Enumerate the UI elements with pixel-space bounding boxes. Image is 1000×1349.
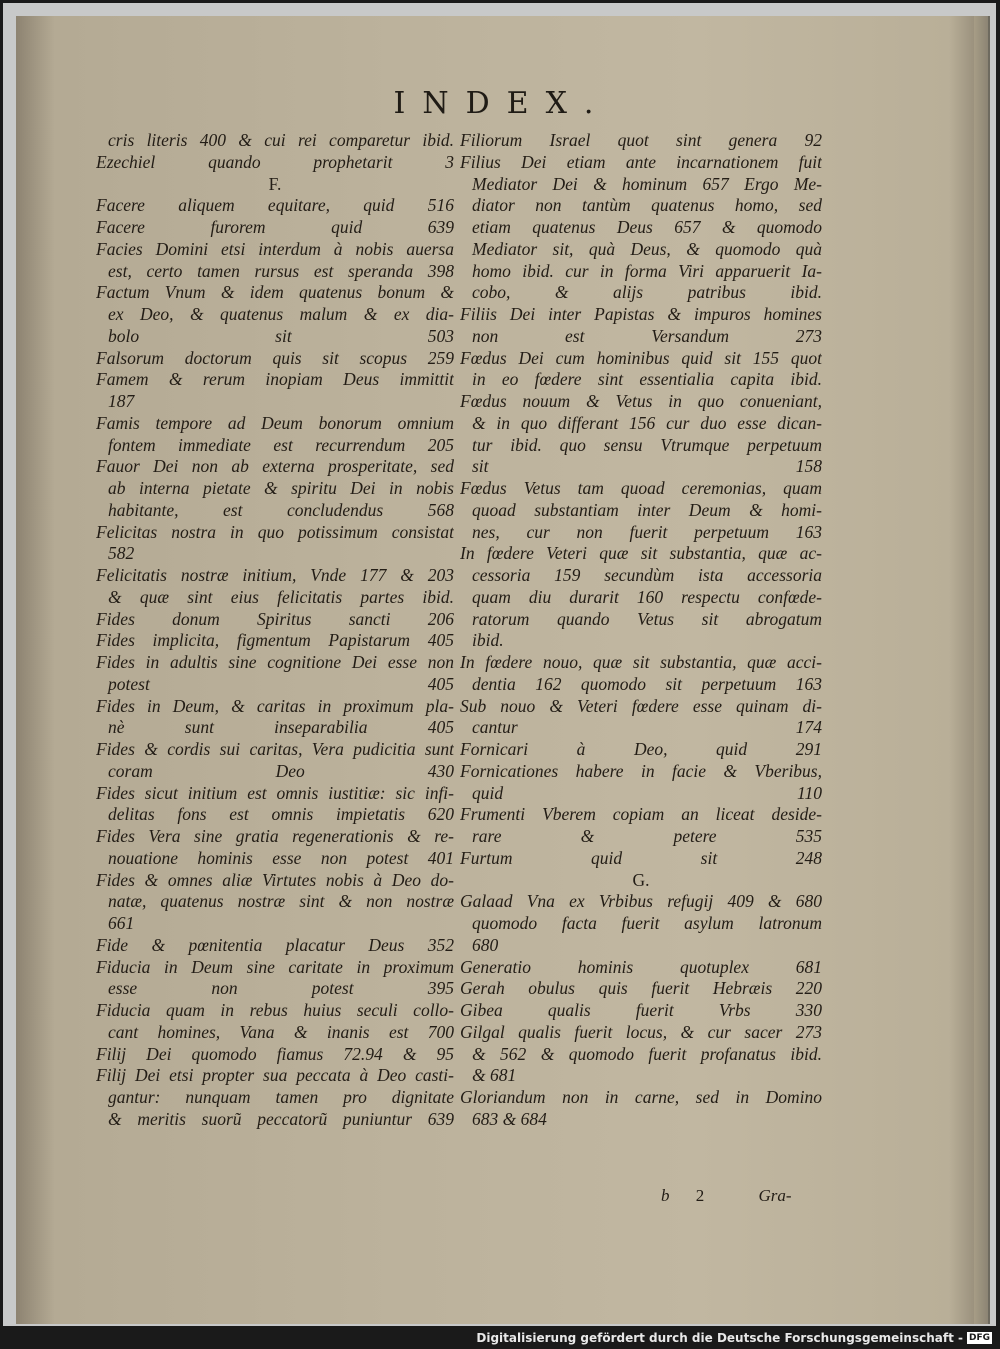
index-line: etiam quatenus Deus 657 & quomodo — [472, 217, 822, 237]
index-line: Fiducia in Deum sine caritate in proximum — [96, 956, 454, 977]
index-line: Filij Dei etsi propter sua peccata à Deo casti- — [96, 1065, 454, 1086]
index-line: Galaad Vna ex Vrbibus refugij 409 & 680 — [460, 891, 822, 912]
index-line: Fornicationes habere in facie & Vberibus, — [460, 760, 822, 781]
index-line: Fœdus Vetus tam quoad ceremonias, quam — [460, 478, 822, 498]
index-line: Filij Dei quomodo fiamus 72.94 & 95 — [96, 1043, 454, 1064]
index-line: ibid. — [472, 630, 504, 651]
index-line: non est Versandum 273 — [472, 325, 822, 346]
index-line: Factum Vnum & idem quatenus bonum & — [96, 282, 454, 303]
index-line: Gloriandum non in carne, sed in Domino — [460, 1087, 822, 1107]
index-line: natæ, quatenus nostræ sint & non nostræ — [108, 891, 454, 912]
index-line: Mediator Dei & hominum 657 Ergo Me- — [472, 173, 822, 194]
index-line: Filiis Dei inter Papistas & impuros homines — [460, 304, 822, 324]
index-line: Famis tempore ad Deum bonorum omnium — [96, 412, 454, 433]
index-line: Fides & cordis sui caritas, Vera pudicitia sunt — [96, 739, 454, 759]
index-line: Gerah obulus quis fuerit Hebræis 220 — [460, 978, 822, 999]
index-line: Gibea qualis fuerit Vrbs 330 — [460, 1000, 822, 1020]
index-line: habitante, est concludendus 568 — [108, 499, 454, 520]
index-line: nes, cur non fuerit perpetuum 163 — [472, 521, 822, 542]
signature-line — [661, 1186, 792, 1206]
index-line: Fides implicita, figmentum Papistarum 405 — [96, 630, 454, 651]
index-line: Fides in adultis sine cognitione Dei esse non — [96, 652, 454, 672]
credit-text: Digitalisierung gefördert durch die Deutsche Forschungsgemeinschaft - — [476, 1331, 963, 1345]
index-line: cantur 174 — [472, 717, 822, 738]
signature-mark: b — [661, 1186, 670, 1205]
index-line: bolo sit 503 — [108, 325, 454, 346]
page-edge — [974, 16, 988, 1324]
index-line: Fiducia quam in rebus huius seculi collo- — [96, 1000, 454, 1020]
index-line: & 562 & quomodo fuerit profanatus ibid. — [472, 1043, 822, 1064]
index-line: Felicitatis nostræ initium, Vnde 177 & 203 — [96, 565, 454, 585]
index-line: quomodo facta fuerit asylum latronum — [472, 913, 822, 933]
index-line: ratorum quando Vetus sit abrogatum — [472, 608, 822, 629]
index-line: 187 — [108, 391, 135, 411]
index-line: cobo, & alijs patribus ibid. — [472, 282, 822, 303]
dfg-logo: DFG — [968, 1333, 990, 1343]
catchword: Gra- — [758, 1186, 792, 1205]
index-line: Frumenti Vberem copiam an liceat deside- — [460, 804, 822, 825]
index-line: Fauor Dei non ab externa prosperitate, sed — [96, 456, 454, 477]
digitization-credit — [476, 1331, 992, 1345]
index-line: Fides in Deum, & caritas in proximum pla- — [96, 695, 454, 716]
page-header: INDEX. — [393, 86, 611, 121]
index-line: Facere furorem quid 639 — [96, 217, 454, 237]
index-line: Fides donum Spiritus sancti 206 — [96, 608, 454, 629]
index-line: Fides & omnes aliæ Virtutes nobis à Deo do- — [96, 869, 454, 890]
index-line: Ezechiel quando prophetarit 3 — [96, 151, 454, 172]
index-line: Filiorum Israel quot sint genera 92 — [460, 130, 822, 150]
index-line: & quæ sint eius felicitatis partes ibid. — [108, 586, 454, 607]
index-line: cant homines, Vana & inanis est 700 — [108, 1021, 454, 1042]
index-line: fontem immediate est recurrendum 205 — [108, 434, 454, 455]
index-line: Filius Dei etiam ante incarnationem fuit — [460, 151, 822, 172]
index-line: cris literis 400 & cui rei comparetur ibid. — [108, 130, 454, 150]
index-line: coram Deo 430 — [108, 760, 454, 781]
signature-number: 2 — [695, 1186, 705, 1205]
index-line: Facere aliquem equitare, quid 516 — [96, 195, 454, 216]
index-line: 582 — [108, 543, 135, 564]
index-line: 661 — [108, 913, 135, 933]
index-line: dentia 162 quomodo sit perpetuum 163 — [472, 673, 822, 694]
scan-background — [3, 3, 996, 1326]
index-line: Felicitas nostra in quo potissimum consistat — [96, 521, 454, 542]
index-line: Gilgal qualis fuerit locus, & cur sacer 273 — [460, 1021, 822, 1042]
index-line: Mediator sit, quà Deus, & quomodo quà — [472, 238, 822, 259]
index-line: rare & petere 535 — [472, 826, 822, 846]
index-line: Fides sicut initium est omnis iustitiæ: sic infi- — [96, 782, 454, 803]
index-line: quid 110 — [472, 782, 822, 803]
index-line: Fœdus nouum & Vetus in quo conueniant, — [460, 391, 822, 411]
index-line: gantur: nunquam tamen pro dignitate — [108, 1087, 454, 1107]
index-line: Fornicari à Deo, quid 291 — [460, 739, 822, 759]
index-line: & meritis suorũ peccatorũ puniuntur 639 — [108, 1108, 454, 1129]
index-line: tur ibid. quo sensu Vtrumque perpetuum — [472, 434, 822, 455]
index-line: ex Deo, & quatenus malum & ex dia- — [108, 304, 454, 324]
index-line: sit 158 — [472, 456, 822, 477]
index-line: Generatio hominis quotuplex 681 — [460, 956, 822, 977]
index-line: Fœdus Dei cum hominibus quid sit 155 quot — [460, 347, 822, 368]
index-line: 683 & 684 — [472, 1108, 547, 1129]
index-line: & 681 — [472, 1065, 517, 1086]
index-line: F. — [268, 173, 282, 194]
index-line: In fœdere nouo, quæ sit substantia, quæ acci- — [460, 652, 822, 672]
index-line: quoad substantiam inter Deum & homi- — [472, 499, 822, 520]
index-line: nouatione hominis esse non potest 401 — [108, 847, 454, 868]
index-line: Sub nouo & Veteri fœdere esse quinam di- — [460, 695, 822, 716]
index-line: ab interna pietate & spiritu Dei in nobis — [108, 478, 454, 498]
index-line: quam diu durarit 160 respectu confœde- — [472, 586, 822, 607]
index-line: In fœdere Veteri quæ sit substantia, quæ ac- — [460, 543, 822, 564]
index-line: cessoria 159 secundùm ista accessoria — [472, 565, 822, 585]
index-line: G. — [632, 869, 650, 890]
index-line: Famem & rerum inopiam Deus immittit — [96, 369, 454, 390]
index-line: delitas fons est omnis impietatis 620 — [108, 804, 454, 825]
index-line: & in quo differant 156 cur duo esse dican- — [472, 412, 822, 433]
index-line: in eo fœdere sint essentialia capita ibid. — [472, 369, 822, 390]
index-line: Fides Vera sine gratia regenerationis & re- — [96, 826, 454, 846]
index-line: Furtum quid sit 248 — [460, 847, 822, 868]
book-page — [16, 16, 990, 1324]
index-line: Falsorum doctorum quis sit scopus 259 — [96, 347, 454, 368]
index-line: esse non potest 395 — [108, 978, 454, 999]
index-line: est, certo tamen rursus est speranda 398 — [108, 260, 454, 281]
index-line: nè sunt inseparabilia 405 — [108, 717, 454, 738]
index-line: Fide & pœnitentia placatur Deus 352 — [96, 934, 454, 955]
left-column — [96, 130, 454, 1131]
index-line: homo ibid. cur in forma Viri apparuerit Ia- — [472, 260, 822, 281]
index-line: 680 — [472, 934, 499, 955]
right-column — [460, 130, 822, 1131]
index-line: potest 405 — [108, 673, 454, 694]
index-line: diator non tantùm quatenus homo, sed — [472, 195, 822, 216]
index-line: Facies Domini etsi interdum à nobis auersa — [96, 238, 454, 259]
